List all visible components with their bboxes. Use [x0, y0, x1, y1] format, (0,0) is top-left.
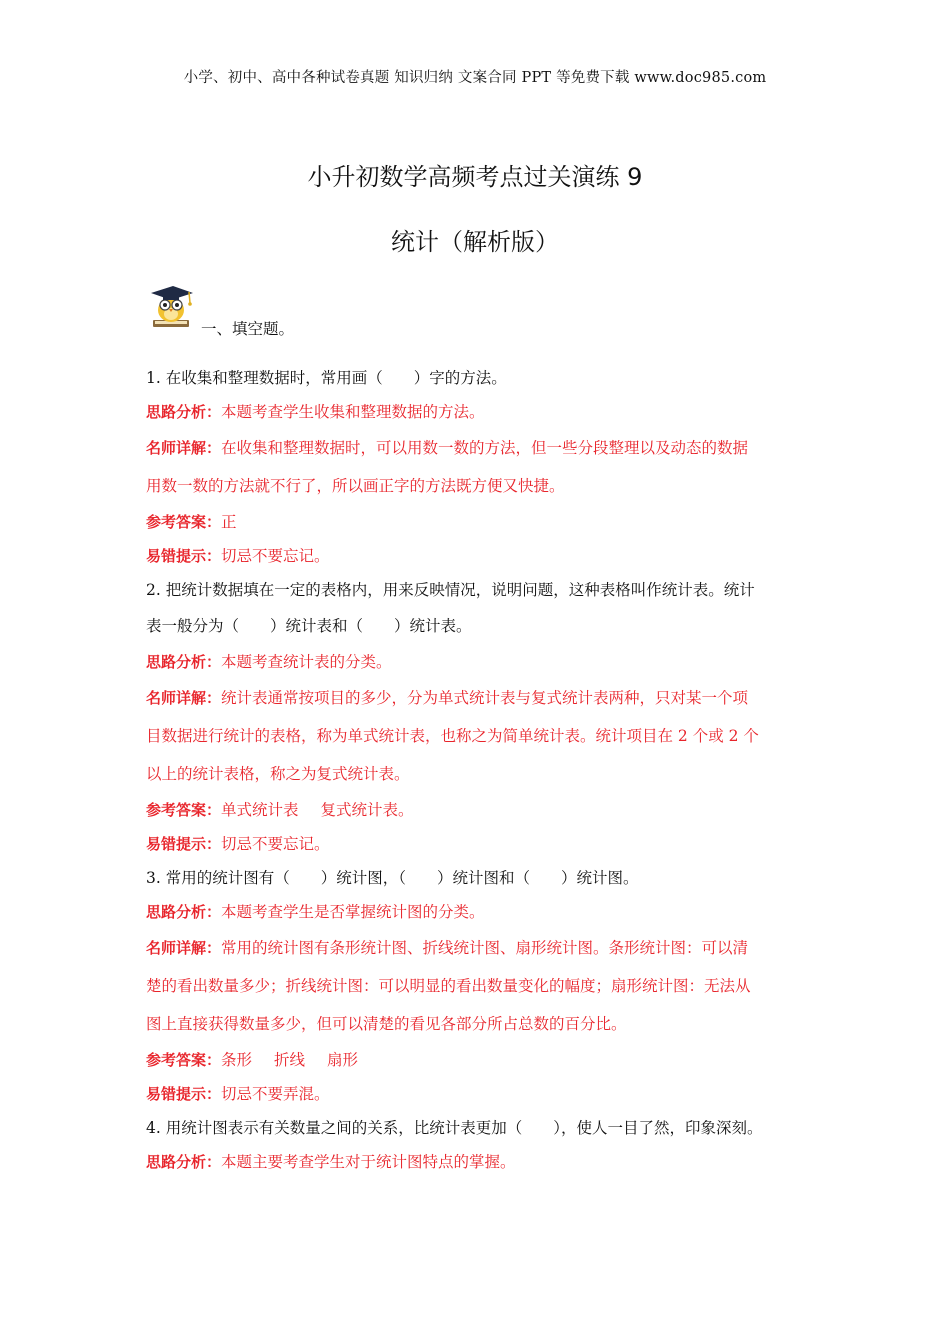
q2-analysis	[146, 645, 814, 679]
q3-answer	[146, 1043, 814, 1077]
q4-analysis	[146, 1145, 814, 1179]
analysis-text: 本题考查学生是否掌握统计图的分类。	[221, 903, 485, 921]
q1-analysis	[146, 395, 814, 429]
q2-explain-cont2: 以上的统计表格，称之为复式统计表。	[146, 765, 410, 783]
tip-label: 易错提示：	[146, 835, 222, 853]
analysis-label: 思路分析：	[146, 903, 222, 921]
q3-analysis	[146, 895, 814, 929]
question-1: 1. 在收集和整理数据时，常用画（ ）字的方法。	[146, 369, 507, 387]
q2-tip	[146, 827, 814, 861]
graduate-mascot-icon	[143, 276, 199, 332]
answer-label: 参考答案：	[146, 801, 222, 819]
answer-text: 正	[221, 513, 237, 531]
q3-tip	[146, 1077, 814, 1111]
answer-label: 参考答案：	[146, 513, 222, 531]
analysis-text: 本题主要考查学生对于统计图特点的掌握。	[221, 1153, 516, 1171]
answer-text-1: 单式统计表	[221, 801, 299, 819]
answer-text-2: 复式统计表。	[320, 801, 414, 819]
document-subtitle: 统计（解析版）	[391, 228, 559, 256]
q1-tip	[146, 539, 814, 573]
answer-label: 参考答案：	[146, 1051, 222, 1069]
analysis-text: 本题考查学生收集和整理数据的方法。	[221, 403, 485, 421]
tip-label: 易错提示：	[146, 547, 222, 565]
explain-label: 名师详解：	[146, 939, 222, 957]
question-list	[146, 361, 814, 1179]
explain-label: 名师详解：	[146, 689, 222, 707]
tip-text: 切忌不要忘记。	[221, 547, 330, 565]
q1-answer	[146, 505, 814, 539]
explain-label: 名师详解：	[146, 439, 222, 457]
document-title: 小升初数学高频考点过关演练 9	[307, 163, 643, 191]
question-3: 3. 常用的统计图有（ ）统计图，（ ）统计图和（ ）统计图。	[146, 869, 639, 887]
answer-text-3: 扇形	[327, 1051, 359, 1069]
tip-text: 切忌不要忘记。	[221, 835, 330, 853]
q1-explain-cont: 用数一数的方法就不行了，所以画正字的方法既方便又快捷。	[146, 477, 565, 495]
tip-text: 切忌不要弄混。	[221, 1085, 330, 1103]
analysis-label: 思路分析：	[146, 653, 222, 671]
q3-explain-cont: 楚的看出数量多少；折线统计图：可以明显的看出数量变化的幅度；扇形统计图：无法从	[146, 977, 751, 995]
q3-explain	[146, 929, 814, 967]
explain-text: 在收集和整理数据时，可以用数一数的方法，但一些分段整理以及动态的数据	[221, 439, 749, 457]
answer-text-1: 条形	[221, 1051, 253, 1069]
analysis-label: 思路分析：	[146, 1153, 222, 1171]
q3-explain-cont2: 图上直接获得数量多少，但可以清楚的看见各部分所占总数的百分比。	[146, 1015, 627, 1033]
analysis-text: 本题考查统计表的分类。	[221, 653, 392, 671]
answer-text-2: 折线	[274, 1051, 306, 1069]
explain-text: 常用的统计图有条形统计图、折线统计图、扇形统计图。条形统计图：可以清	[221, 939, 749, 957]
q2-explain	[146, 679, 814, 717]
analysis-label: 思路分析：	[146, 403, 222, 421]
explain-text: 统计表通常按项目的多少，分为单式统计表与复式统计表两种，只对某一个项	[221, 689, 749, 707]
page-header: 小学、初中、高中各种试卷真题 知识归纳 文案合同 PPT 等免费下载 www.doc985.com	[183, 70, 767, 86]
q1-explain	[146, 429, 814, 467]
question-2: 2. 把统计数据填在一定的表格内，用来反映情况，说明问题，这种表格叫作统计表。统计	[146, 581, 755, 599]
q2-explain-cont: 目数据进行统计的表格，称为单式统计表，也称之为简单统计表。统计项目在 2 个或 2 个	[146, 727, 759, 745]
q2-answer	[146, 793, 814, 827]
question-2-cont: 表一般分为（ ）统计表和（ ）统计表。	[146, 617, 472, 635]
question-4: 4. 用统计图表示有关数量之间的关系，比统计表更加（ ），使人一目了然，印象深刻。	[146, 1119, 763, 1137]
section-label: 一、填空题。	[201, 320, 295, 338]
tip-label: 易错提示：	[146, 1085, 222, 1103]
